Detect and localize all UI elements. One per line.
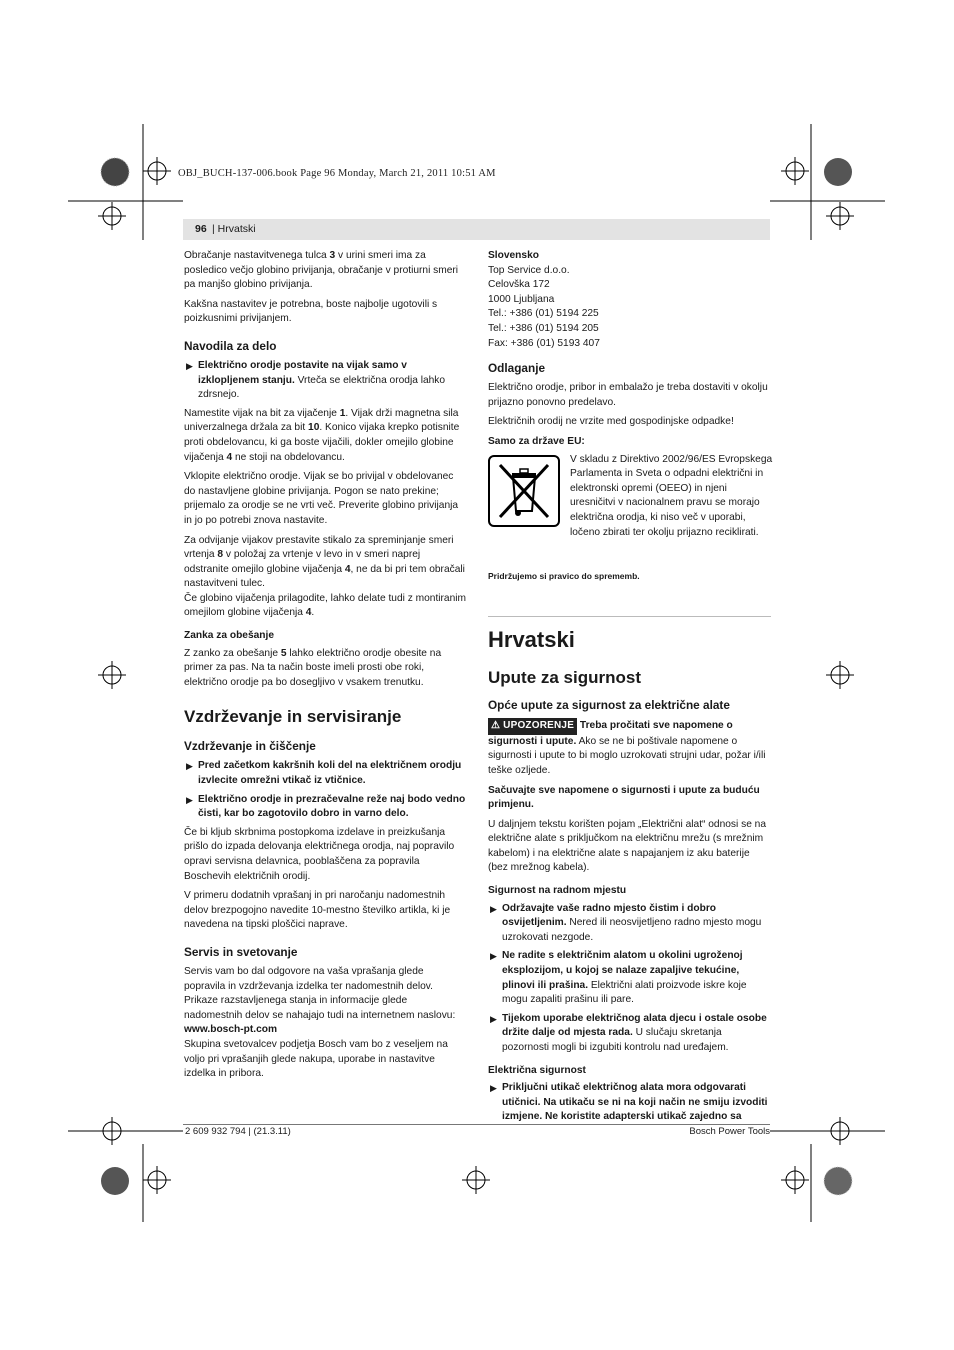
list-item: ▶ Priključni utikač električnog alata mora odgovarati utičnici. Na utikaču se ni na koji način ne smiju izvoditi izmjene. Ne koristite adapterski utikač zajedno sa	[490, 1082, 768, 1123]
footer-brand: Bosch Power Tools	[689, 1126, 770, 1137]
paragraph: Če bi kljub skrbnima postopkoma izdelave in preizkušanja prišlo do izpada delovanja električnega orodja, naj popravilo opravi servisna delavnica, pooblaščena za popravila Boschevih električnih orodij.	[184, 826, 455, 882]
paragraph: Sačuvajte sve napomene o sigurnosti i upute za buduću primjenu.	[488, 784, 760, 811]
subsection-heading-servis: Servis in svetovanje	[184, 944, 298, 959]
paragraph: Skupina svetovalcev podjetja Bosch vam bo z veseljem na voljo pri vprašanjih glede nakupa, uporabe in nastavitve izdelka in pribora.	[184, 1038, 448, 1080]
country-heading: Slovensko	[488, 250, 539, 261]
right-column	[488, 249, 771, 1129]
header-language: | Hrvatski	[212, 223, 256, 235]
paragraph: Za odvijanje vijakov prestavite stikalo za spreminjanje smeri vrtenja 8 v položaj za vrtenje v levo in v smeri naprej odstranite omejilo globine vijačenja 4, ne da bi pri tem obračali nastavitveni tulec.	[184, 534, 465, 590]
paragraph: U daljnjem tekstu korišten pojam „Električni alat“ odnosi se na električne alate s priključkom na električnu mrežu (s mrežnim kabelom) i na električne alate s napajanjem iz aku baterije (bez mrežnog kabela).	[488, 818, 767, 874]
list-item: ▶ Električno orodje postavite na vijak samo v izklopljenem stanju. Vrteča se električna orodja lahko zdrsnejo.	[186, 359, 446, 401]
subsection-heading-ciscenje: Vzdrževanje in čiščenje	[184, 739, 316, 754]
warning-badge: ⚠ UPOZORENJE	[488, 718, 577, 735]
divider	[488, 616, 771, 617]
paragraph: Če globino vijačenja prilagodite, lahko delate tudi z montiranim omejilom globine vijačenja 4.	[184, 592, 467, 619]
footer-article-number: 2 609 932 794 | (21.3.11)	[185, 1126, 291, 1137]
paragraph: Električnih orodij ne vrzite med gospodinjske odpadke!	[488, 416, 734, 428]
list-item: ▶ Pred začetkom kakršnih koli del na električnem orodju izvlecite omrežni vtikač iz vtičnice.	[186, 760, 462, 787]
address-line: Tel.: +386 (01) 5194 205	[488, 322, 599, 334]
list-item: ▶ Tijekom uporabe električnog alata djecu i ostale osobe držite dalje od mjesta rada. U slučaju skretanja pozornosti mogli bi izgubiti kontrolu nad uređajem.	[490, 1012, 767, 1053]
section-heading-navodila: Navodila za delo	[184, 338, 277, 353]
address-line: 1000 Ljubljana	[488, 293, 555, 305]
paragraph: Kakšna nastavitev je potrebna, boste najbolje ugotovili s poizkusnimi privijanjem.	[184, 298, 438, 325]
subsection-heading-opce: Opće upute za sigurnost za električne alate	[488, 698, 730, 713]
page-header-bar	[183, 219, 770, 240]
section-heading-odlaganje: Odlaganje	[488, 361, 546, 376]
paragraph: Vklopite električno orodje. Vijak se bo privijal v obdelovanec do nastavljene globine privijanja. Pogon se nato prekine; prijemalo za orodje se ne vrti več. Preverite globino privijanja in jo po potrebi znova nastavite.	[184, 471, 459, 526]
section-heading-vzdrzevanje: Vzdrževanje in servisiranje	[184, 707, 402, 727]
crossed-bin-icon	[488, 455, 560, 527]
subheading-zanka: Zanka za obešanje	[184, 630, 275, 642]
language-heading-hrvatski: Hrvatski	[488, 627, 575, 653]
subheading-sigurnost: Sigurnost na radnom mjestu	[488, 885, 627, 897]
subheading-elektricna: Električna sigurnost	[488, 1064, 586, 1076]
paragraph: Obračanje nastavitvenega tulca 3 v urini smeri ima za posledico večjo globino privijanja, obračanje v protiurni smeri pa manjšo globino privijanja.	[184, 250, 459, 291]
paragraph: Z zanko za obešanje 5 lahko električno orodje obesite na primer za pas. Na ta način boste imeli prosti obe roki, električno orodje pa bo dosegljivo v vsakem trenutku.	[184, 647, 442, 688]
address-line: Tel.: +386 (01) 5194 225	[488, 308, 599, 320]
section-heading-upute: Upute za sigurnost	[488, 668, 642, 688]
page-number: 96	[195, 223, 207, 235]
changes-note: Pridržujemo si pravico do sprememb.	[488, 570, 640, 581]
left-column	[184, 249, 467, 1087]
list-item: ▶ Održavajte vaše radno mjesto čistim i dobro osvijetljenim. Nered ili neosvijetljeno radno mjesto mogu uzrokovati nezgode.	[490, 902, 762, 943]
paragraph: V primeru dodatnih vprašanj in pri naročanju nadomestnih delov brezpogojno navedite 10-mestno številko artikla, ki je navedena na tipski ploščici naprave.	[184, 890, 451, 931]
paragraph: Električno orodje, pribor in embalažo je treba dostaviti v okolju prijazno ponovno predelavo.	[488, 382, 768, 408]
subheading-eu: Samo za države EU:	[488, 435, 585, 447]
print-info-line: OBJ_BUCH-137-006.book Page 96 Monday, March 21, 2011 10:51 AM	[178, 168, 496, 179]
address-line: Top Service d.o.o.	[488, 264, 570, 276]
list-item: ▶ Ne radite s električnim alatom u okolini ugroženoj eksplozijom, u kojoj se nalaze zapaljive tekućine, plinovi ili prašina. Električni alati proizvode iskre koje mogu zapaliti prašinu ili pare.	[490, 950, 747, 1006]
paragraph: Namestite vijak na bit za vijačenje 1. Vijak drži magnetna sila univerzalnega držala za bit 10. Konico vijaka krepko potisnite proti obdelovancu, ki ga boste vijačili, dokler omejilo globine vijačenja 4 ne stoji na obdelovancu.	[184, 407, 460, 463]
website-link[interactable]: www.bosch-pt.com	[184, 1024, 278, 1036]
weee-block	[488, 453, 771, 565]
address-line: Celovška 172	[488, 279, 550, 291]
address-line: Fax: +386 (01) 5193 407	[488, 337, 600, 349]
weee-text: V skladu z Direktivo 2002/96/ES Evropskega Parlamenta in Sveta o odpadni električni in elektronski opremi (OEEO) in njeni uresničitvi v nacionalnem pravu se morajo električna orodja, ki niso več v uporabi, ločeno zbirati ter okolju prijazno reciklirati.	[570, 453, 773, 538]
list-item: ▶ Električno orodje in prezračevalne reže naj bodo vedno čisti, kar bo zagotovilo dobro in varno delo.	[186, 793, 466, 820]
warning-paragraph: ⚠ UPOZORENJE Treba pročitati sve napomene o sigurnosti i upute. Ako se ne bi poštivale napomene o sigurnosti i upute to bi moglo uzrokovati strujni udar, požar i/ili teške ozljede.	[488, 720, 766, 776]
paragraph: Servis vam bo dal odgovore na vaša vprašanja glede popravila in vzdrževanja izdelka ter nadomestnih delov. Prikaze razstavljenega stanja in informacije glede nadomestnih delov se nahajajo tudi na internetnem naslovu:	[184, 965, 456, 1021]
footer-rule	[183, 1124, 770, 1125]
